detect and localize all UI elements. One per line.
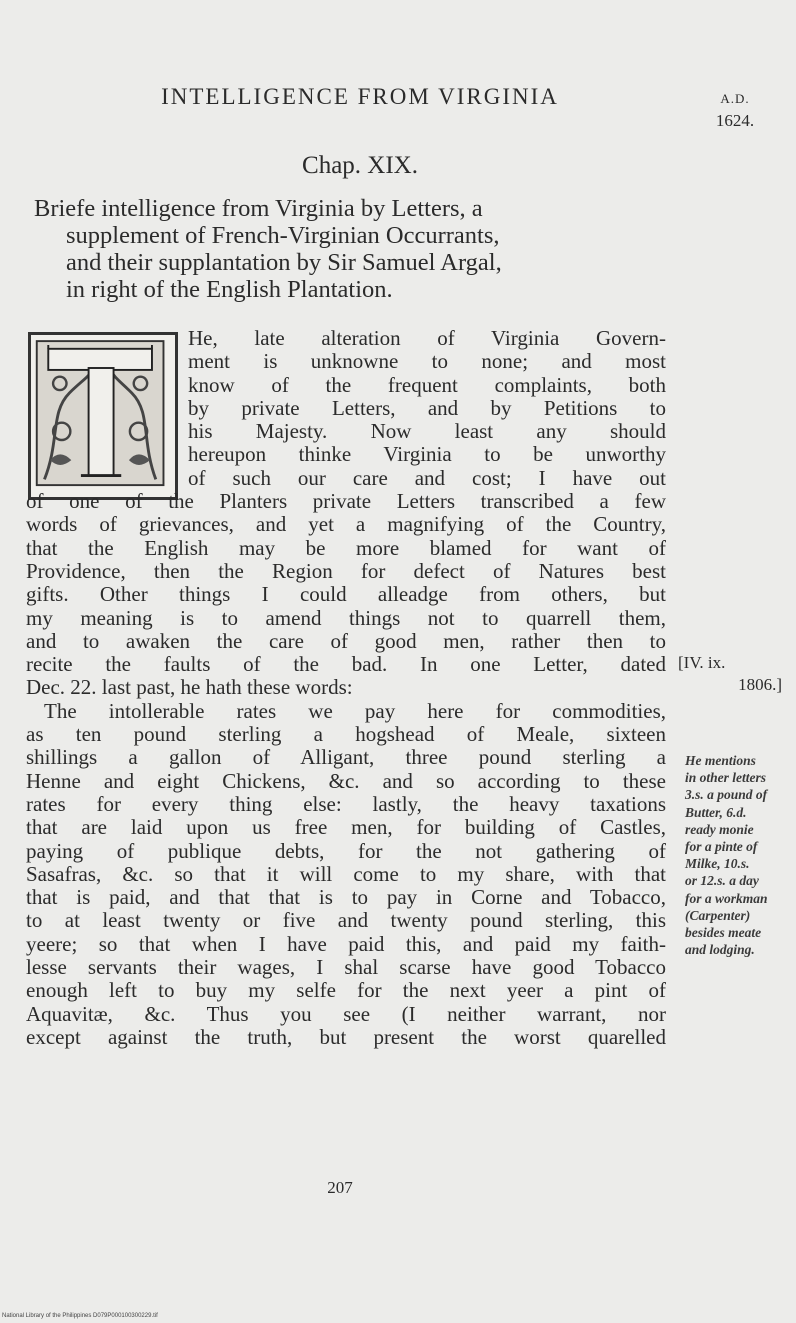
body-line: hereupon thinke Virginia to be unworthy (188, 442, 666, 467)
body-line: The intollerable rates we pay here for commodities, (44, 698, 666, 723)
body-line: words of grievances, and yet a magnifying of the Country, (26, 512, 666, 537)
margin-reference (678, 652, 788, 696)
body-line: that the English may be more blamed for want of (26, 535, 666, 560)
body-line: to at least twenty or five and twenty pound sterling, this (26, 908, 666, 933)
year-note (690, 88, 780, 132)
body-line: shillings a gallon of Alligant, three pound sterling a (26, 745, 666, 770)
body-line: He, late alteration of Virginia Govern- (188, 326, 666, 350)
body-line: ment is unknowne to none; and most (188, 349, 666, 374)
body-line: of one of the Planters private Letters transcribed a few (26, 489, 666, 514)
sidenote-line: for a pinte of (685, 839, 758, 855)
body-line: gifts. Other things I could alleadge from others, but (26, 582, 666, 607)
body-line: lesse servants their wages, I shal scarse have good Tobacco (26, 955, 666, 980)
body-line: Providence, then the Region for defect of Natures best (26, 558, 666, 583)
sidenote (685, 752, 795, 958)
running-head: INTELLIGENCE FROM VIRGINIA (161, 84, 559, 109)
body-line: of such our care and cost; I have out (188, 465, 666, 490)
summary-line: in right of the English Plantation. (66, 276, 393, 303)
body-line: enough left to buy my selfe for the next yeer a pint of (26, 978, 666, 1003)
body-line: and to awaken the care of good men, rather then to (26, 628, 666, 653)
margin-reference-line: 1806.] (738, 675, 782, 694)
summary-line: supplement of French-Virginian Occurrants, (66, 222, 500, 249)
body-line: that are laid upon us free men, for building of Castles, (26, 815, 666, 840)
body-line: Henne and eight Chickens, &c. and so according to these (26, 768, 666, 793)
body-line: yeere; so that when I have paid this, and paid my faith- (26, 931, 666, 956)
sidenote-line: besides meate (685, 925, 762, 941)
body-line: know of the frequent complaints, both (188, 372, 666, 397)
body-line: that is paid, and that that is to pay in Corne and Tobacco, (26, 885, 666, 910)
body-line: recite the faults of the bad. In one Letter, dated (26, 652, 666, 677)
chapter-heading: Chap. XIX. (302, 152, 418, 179)
margin-reference-line: [IV. ix. (678, 653, 726, 672)
sidenote-line: or 12.s. a day (685, 873, 759, 889)
scan-footer: National Library of the Philippines D079P000100300229.tif (2, 1313, 158, 1319)
year-note-ad: A.D. (720, 91, 750, 106)
sidenote-line: and lodging. (685, 942, 755, 958)
sidenote-line: 3.s. a pound of (685, 787, 768, 803)
body-line: my meaning is to amend things not to quarrell them, (26, 605, 666, 630)
sidenote-line: (Carpenter) (685, 907, 751, 923)
body-line: paying of publique debts, for the not gathering of (26, 838, 666, 863)
year-note-year: 1624. (715, 111, 755, 130)
body-line: except against the truth, but present the worst quarelled (26, 1024, 666, 1049)
body-line: Sasafras, &c. so that it will come to my share, with that (26, 861, 666, 886)
sidenote-line: He mentions (685, 753, 756, 768)
body-line: his Majesty. Now least any should (188, 419, 666, 444)
body-line: as ten pound sterling a hogshead of Meale, sixteen (26, 722, 666, 747)
sidenote-line: in other letters (685, 770, 767, 786)
body-line: Aquavitæ, &c. Thus you see (I neither warrant, nor (26, 1001, 666, 1026)
sidenote-line: ready monie (685, 821, 754, 837)
sidenote-line: Milke, 10.s. (685, 856, 750, 872)
body-line: by private Letters, and by Petitions to (188, 395, 666, 420)
summary-line: and their supplantation by Sir Samuel Argal, (66, 249, 502, 276)
chapter-summary (34, 195, 674, 303)
body-line: Dec. 22. last past, he hath these words: (26, 675, 353, 700)
summary-line: Briefe intelligence from Virginia by Letters, a (34, 195, 483, 222)
page-number: 207 (327, 1178, 353, 1197)
body-line: rates for every thing else: lastly, the heavy taxations (26, 791, 666, 816)
sidenote-line: Butter, 6.d. (685, 804, 747, 820)
body-text (26, 327, 666, 1049)
sidenote-line: for a workman (685, 890, 768, 906)
